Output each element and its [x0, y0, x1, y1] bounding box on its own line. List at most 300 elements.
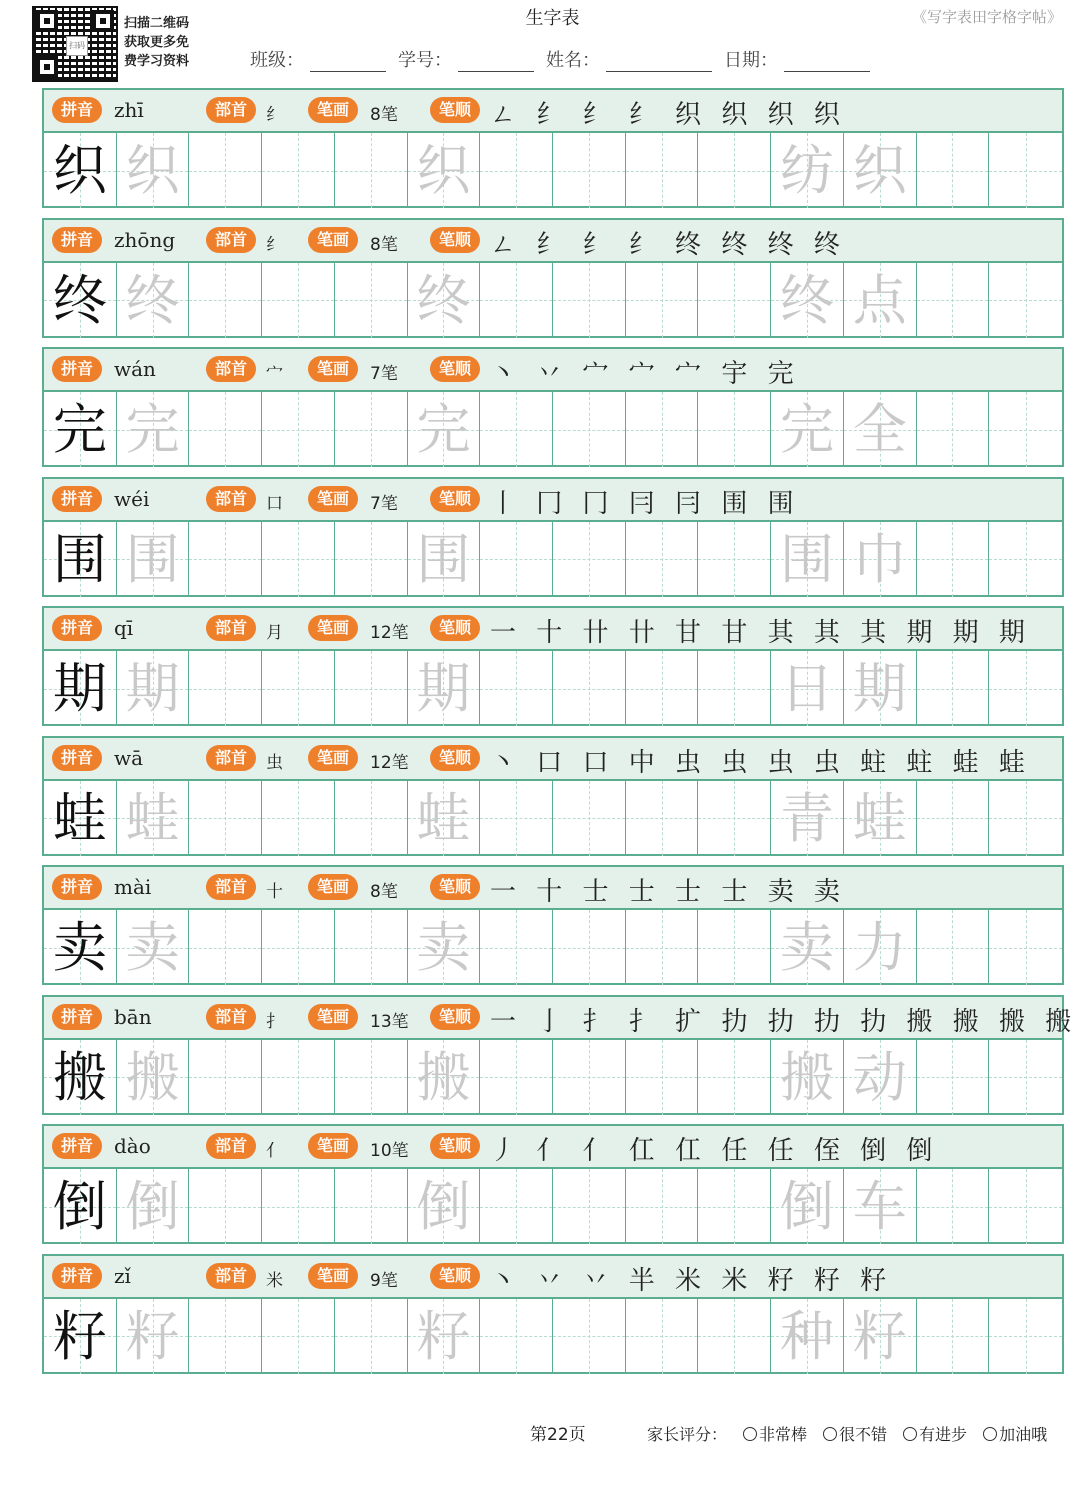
qr-caption-line: 获取更多免	[124, 35, 190, 50]
tian-grid-cell[interactable]	[117, 910, 190, 985]
trace-character: 织	[852, 139, 907, 202]
radical-value: 虫	[266, 752, 283, 773]
tian-grid-cell[interactable]	[917, 1040, 990, 1115]
tian-grid-cell[interactable]	[771, 651, 844, 726]
tian-grid-cell[interactable]	[335, 1040, 408, 1115]
row-header	[44, 738, 1062, 781]
writing-grid	[44, 522, 1062, 597]
model-character: 织	[52, 139, 107, 202]
tian-grid-cell[interactable]	[626, 1299, 699, 1374]
tian-grid-cell[interactable]	[917, 781, 990, 856]
tian-grid-cell[interactable]	[771, 522, 844, 597]
character-row	[42, 736, 1064, 856]
pinyin-tag: 拼音	[52, 356, 102, 382]
pinyin-value: wā	[114, 745, 144, 770]
rating-option-label: 加油哦	[999, 1425, 1048, 1444]
tian-grid-cell[interactable]	[844, 522, 917, 597]
tian-grid-cell[interactable]	[989, 651, 1062, 726]
tian-grid-cell[interactable]	[408, 522, 481, 597]
tian-grid-cell[interactable]	[989, 1299, 1062, 1374]
trace-character: 终	[780, 268, 835, 332]
trace-character: 倒	[125, 1175, 180, 1238]
tian-grid-cell[interactable]	[44, 1169, 117, 1244]
pinyin-tag: 拼音	[52, 227, 102, 253]
writing-grid	[44, 263, 1062, 338]
tian-grid-cell[interactable]	[408, 1040, 481, 1115]
row-header	[44, 997, 1078, 1040]
row-header	[44, 90, 1062, 133]
tian-grid-cell[interactable]	[698, 910, 771, 985]
tian-grid-cell[interactable]	[844, 263, 917, 338]
tian-grid-cell[interactable]	[335, 263, 408, 338]
tian-grid-cell[interactable]	[989, 263, 1062, 338]
row-header	[44, 479, 1062, 522]
tian-grid-cell[interactable]	[335, 781, 408, 856]
trace-character: 卖	[416, 916, 471, 979]
class-field[interactable]	[250, 46, 386, 72]
character-row	[42, 347, 1064, 467]
stroke-count-tag: 笔画	[308, 874, 358, 900]
tian-grid-cell[interactable]	[844, 1040, 917, 1115]
trace-character: 完	[780, 398, 835, 461]
date-label: 日期：	[724, 50, 778, 71]
trace-character: 倒	[416, 1175, 471, 1238]
pinyin-value: wán	[114, 357, 156, 381]
tian-grid-cell[interactable]	[844, 392, 917, 467]
tian-grid-cell[interactable]	[698, 651, 771, 726]
trace-character: 动	[852, 1045, 907, 1109]
tian-grid-cell[interactable]	[117, 1299, 190, 1374]
date-field[interactable]	[724, 46, 870, 72]
tian-grid-cell[interactable]	[44, 651, 117, 726]
tian-grid-cell[interactable]	[117, 1169, 190, 1244]
tian-grid-cell[interactable]	[626, 263, 699, 338]
tian-grid-cell[interactable]	[189, 133, 262, 208]
tian-grid-cell[interactable]	[480, 1299, 553, 1374]
tian-grid-cell[interactable]	[262, 781, 335, 856]
tian-grid-cell[interactable]	[553, 263, 626, 338]
stroke-order-tag: 笔顺	[430, 356, 480, 382]
pinyin-value: zǐ	[114, 1263, 131, 1288]
tian-grid-cell[interactable]	[553, 910, 626, 985]
stroke-count-tag: 笔画	[308, 97, 358, 123]
trace-character: 终	[416, 268, 471, 332]
tian-grid-cell[interactable]	[698, 133, 771, 208]
tian-grid-cell[interactable]	[189, 522, 262, 597]
pinyin-tag: 拼音	[52, 615, 102, 641]
tian-grid-cell[interactable]	[189, 1040, 262, 1115]
parent-rating	[647, 1422, 1047, 1445]
stroke-count-tag: 笔画	[308, 1004, 358, 1030]
trace-character: 完	[416, 398, 471, 461]
tian-grid-cell[interactable]	[626, 392, 699, 467]
stroke-count-tag: 笔画	[308, 356, 358, 382]
tian-grid-cell[interactable]	[698, 1299, 771, 1374]
tian-grid-cell[interactable]	[844, 651, 917, 726]
trace-character: 种	[780, 1304, 835, 1368]
tian-grid-cell[interactable]	[553, 651, 626, 726]
character-row	[42, 477, 1064, 597]
trace-character: 巾	[852, 527, 907, 591]
rating-option[interactable]	[743, 1422, 807, 1445]
tian-grid-cell[interactable]	[335, 651, 408, 726]
character-row	[42, 218, 1064, 338]
tian-grid-cell[interactable]	[480, 1169, 553, 1244]
pinyin-value: wéi	[114, 486, 150, 511]
trace-character: 车	[852, 1175, 907, 1238]
rating-option-label: 很不错	[839, 1425, 888, 1444]
stroke-count-value: 7笔	[370, 364, 398, 384]
stroke-order-value: ㄥ 纟 纟 纟 织 织 织 织	[490, 100, 846, 130]
character-row	[42, 606, 1064, 726]
tian-grid-cell[interactable]	[917, 522, 990, 597]
tian-grid-cell[interactable]	[262, 1040, 335, 1115]
page-title: 生字表	[525, 8, 580, 29]
character-row	[42, 88, 1064, 208]
pinyin-value: mài	[114, 875, 152, 899]
class-label: 班级：	[250, 50, 304, 71]
trace-character: 点	[852, 268, 907, 332]
tian-grid-cell[interactable]	[698, 1169, 771, 1244]
trace-character: 卖	[780, 916, 835, 979]
radical-tag: 部首	[206, 486, 256, 512]
tian-grid-cell[interactable]	[480, 392, 553, 467]
tian-grid-cell[interactable]	[335, 910, 408, 985]
stroke-order-tag: 笔顺	[430, 1004, 480, 1030]
stroke-order-tag: 笔顺	[430, 1263, 480, 1289]
trace-character: 围	[780, 527, 835, 591]
trace-character: 搬	[780, 1045, 835, 1109]
tian-grid-cell[interactable]	[189, 1299, 262, 1374]
tian-grid-cell[interactable]	[771, 263, 844, 338]
tian-grid-cell[interactable]	[771, 781, 844, 856]
row-header	[44, 1126, 1062, 1169]
trace-character: 全	[852, 398, 907, 461]
trace-character: 围	[416, 527, 471, 591]
stroke-order-tag: 笔顺	[430, 486, 480, 512]
pinyin-tag: 拼音	[52, 745, 102, 771]
tian-grid-cell[interactable]	[917, 1299, 990, 1374]
stroke-order-value: 一 十 卄 卄 甘 甘 其 其 其 期 期 期	[490, 618, 1031, 648]
model-character: 搬	[52, 1045, 107, 1109]
radical-value: 十	[266, 882, 283, 902]
pinyin-tag: 拼音	[52, 486, 102, 512]
tian-grid-cell[interactable]	[262, 522, 335, 597]
tian-grid-cell[interactable]	[44, 781, 117, 856]
rating-option[interactable]	[983, 1422, 1047, 1445]
trace-character: 籽	[852, 1304, 907, 1368]
tian-grid-cell[interactable]	[262, 133, 335, 208]
tian-grid-cell[interactable]	[844, 1169, 917, 1244]
tian-grid-cell[interactable]	[553, 522, 626, 597]
qr-caption-line: 扫描二维码	[124, 16, 190, 31]
writing-grid	[44, 1299, 1062, 1374]
radical-tag: 部首	[206, 874, 256, 900]
tian-grid-cell[interactable]	[44, 263, 117, 338]
model-character: 籽	[52, 1304, 107, 1368]
radical-tag: 部首	[206, 1263, 256, 1289]
tian-grid-cell[interactable]	[626, 781, 699, 856]
tian-grid-cell[interactable]	[262, 392, 335, 467]
tian-grid-cell[interactable]	[553, 1299, 626, 1374]
tian-grid-cell[interactable]	[117, 522, 190, 597]
character-row	[42, 1124, 1064, 1244]
tian-grid-cell[interactable]	[553, 392, 626, 467]
stroke-order-value: 一 十 士 士 士 士 卖 卖	[490, 877, 846, 907]
tian-grid-cell[interactable]	[480, 522, 553, 597]
stroke-count-tag: 笔画	[308, 486, 358, 512]
tian-grid-cell[interactable]	[117, 263, 190, 338]
trace-character: 倒	[780, 1175, 835, 1238]
pinyin-value: zhōng	[114, 227, 176, 252]
tian-grid-cell[interactable]	[189, 781, 262, 856]
stroke-order-tag: 笔顺	[430, 97, 480, 123]
tian-grid-cell[interactable]	[189, 392, 262, 467]
student-number-label: 学号：	[398, 50, 452, 71]
tian-grid-cell[interactable]	[553, 1040, 626, 1115]
qr-caption-line: 费学习资料	[124, 54, 190, 69]
tian-grid-cell[interactable]	[917, 263, 990, 338]
tian-grid-cell[interactable]	[44, 522, 117, 597]
radical-tag: 部首	[206, 97, 256, 123]
tian-grid-cell[interactable]	[844, 910, 917, 985]
tian-grid-cell[interactable]	[698, 263, 771, 338]
page-number: 第22页	[530, 1425, 586, 1445]
row-header	[44, 867, 1062, 910]
tian-grid-cell[interactable]	[480, 781, 553, 856]
tian-grid-cell[interactable]	[44, 392, 117, 467]
model-character: 蛙	[52, 786, 107, 850]
rating-label: 家长评分：	[647, 1425, 728, 1444]
tian-grid-cell[interactable]	[189, 651, 262, 726]
radio-circle-icon	[903, 1427, 917, 1441]
stroke-count-tag: 笔画	[308, 1263, 358, 1289]
tian-grid-cell[interactable]	[117, 651, 190, 726]
tian-grid-cell[interactable]	[408, 392, 481, 467]
tian-grid-cell[interactable]	[771, 392, 844, 467]
tian-grid-cell[interactable]	[698, 392, 771, 467]
brand-title: 《写字表田字格字帖》	[911, 8, 1062, 26]
tian-grid-cell[interactable]	[262, 1169, 335, 1244]
row-header	[44, 220, 1062, 263]
tian-grid-cell[interactable]	[480, 133, 553, 208]
tian-grid-cell[interactable]	[189, 263, 262, 338]
tian-grid-cell[interactable]	[771, 1299, 844, 1374]
radical-tag: 部首	[206, 615, 256, 641]
row-header	[44, 608, 1062, 651]
tian-grid-cell[interactable]	[626, 1040, 699, 1115]
stroke-order-value: 一 亅 扌 扌 扩 扐 扐 扐 扐 搬 搬 搬 搬	[490, 1006, 1078, 1037]
tian-grid-cell[interactable]	[480, 263, 553, 338]
tian-grid-cell[interactable]	[408, 651, 481, 726]
radical-value: 亻	[266, 1141, 283, 1161]
tian-grid-cell[interactable]	[408, 910, 481, 985]
tian-grid-cell[interactable]	[408, 1169, 481, 1244]
tian-grid-cell[interactable]	[262, 1299, 335, 1374]
trace-character: 搬	[125, 1045, 180, 1109]
trace-character: 青	[780, 786, 835, 850]
model-character: 倒	[52, 1175, 107, 1238]
tian-grid-cell[interactable]	[480, 651, 553, 726]
radical-tag: 部首	[206, 227, 256, 253]
radio-circle-icon	[743, 1427, 757, 1441]
student-number-field[interactable]	[398, 46, 534, 72]
writing-grid	[44, 1169, 1062, 1244]
stroke-count-value: 13笔	[370, 1011, 409, 1032]
stroke-order-tag: 笔顺	[430, 745, 480, 771]
stroke-order-tag: 笔顺	[430, 874, 480, 900]
writing-grid	[44, 1040, 1062, 1115]
tian-grid-cell[interactable]	[771, 910, 844, 985]
tian-grid-cell[interactable]	[844, 1299, 917, 1374]
pinyin-tag: 拼音	[52, 97, 102, 123]
pinyin-value: bān	[114, 1004, 152, 1029]
tian-grid-cell[interactable]	[189, 910, 262, 985]
stroke-order-value: 丶 丷 宀 宀 宀 宇 完	[490, 359, 800, 389]
tian-grid-cell[interactable]	[408, 133, 481, 208]
radical-value: 扌	[266, 1011, 283, 1032]
tian-grid-cell[interactable]	[262, 263, 335, 338]
tian-grid-cell[interactable]	[408, 781, 481, 856]
rating-option[interactable]	[823, 1422, 887, 1445]
tian-grid-cell[interactable]	[44, 1299, 117, 1374]
tian-grid-cell[interactable]	[262, 651, 335, 726]
trace-character: 蛙	[125, 786, 180, 850]
tian-grid-cell[interactable]	[917, 392, 990, 467]
name-label: 姓名：	[546, 50, 600, 71]
rating-option[interactable]	[903, 1422, 967, 1445]
radical-value: 纟	[266, 234, 283, 255]
tian-grid-cell[interactable]	[553, 133, 626, 208]
tian-grid-cell[interactable]	[989, 910, 1062, 985]
tian-grid-cell[interactable]	[698, 522, 771, 597]
qr-code: 扫码	[32, 6, 118, 82]
tian-grid-cell[interactable]	[335, 133, 408, 208]
pinyin-tag: 拼音	[52, 1004, 102, 1030]
tian-grid-cell[interactable]	[480, 910, 553, 985]
stroke-count-value: 12笔	[370, 752, 409, 773]
stroke-order-value: 丨 冂 冂 冃 冃 围 围	[490, 488, 800, 519]
rating-option-label: 有进步	[919, 1425, 968, 1444]
tian-grid-cell[interactable]	[480, 1040, 553, 1115]
stroke-order-value: 丿 亻 亻 仜 仜 任 任 侄 倒 倒	[490, 1136, 939, 1166]
tian-grid-cell[interactable]	[844, 133, 917, 208]
writing-grid	[44, 781, 1062, 856]
tian-grid-cell[interactable]	[626, 522, 699, 597]
stroke-count-value: 8笔	[370, 105, 398, 125]
tian-grid-cell[interactable]	[989, 1169, 1062, 1244]
tian-grid-cell[interactable]	[626, 133, 699, 208]
stroke-count-value: 8笔	[370, 234, 398, 255]
stroke-count-tag: 笔画	[308, 615, 358, 641]
tian-grid-cell[interactable]	[117, 1040, 190, 1115]
tian-grid-cell[interactable]	[626, 910, 699, 985]
tian-grid-cell[interactable]	[189, 1169, 262, 1244]
pinyin-value: dào	[114, 1134, 151, 1158]
tian-grid-cell[interactable]	[989, 1040, 1062, 1115]
trace-character: 日	[780, 657, 835, 720]
tian-grid-cell[interactable]	[771, 1169, 844, 1244]
tian-grid-cell[interactable]	[698, 1040, 771, 1115]
tian-grid-cell[interactable]	[917, 1169, 990, 1244]
tian-grid-cell[interactable]	[262, 910, 335, 985]
radio-circle-icon	[823, 1427, 837, 1441]
stroke-count-value: 12笔	[370, 623, 409, 643]
tian-grid-cell[interactable]	[698, 781, 771, 856]
tian-grid-cell[interactable]	[335, 1169, 408, 1244]
tian-grid-cell[interactable]	[553, 1169, 626, 1244]
tian-grid-cell[interactable]	[408, 263, 481, 338]
tian-grid-cell[interactable]	[117, 781, 190, 856]
stroke-order-tag: 笔顺	[430, 1133, 480, 1159]
tian-grid-cell[interactable]	[408, 1299, 481, 1374]
stroke-order-value: ㄥ 纟 纟 纟 终 终 终 终	[490, 229, 846, 260]
qr-caption	[124, 14, 204, 71]
tian-grid-cell[interactable]	[44, 133, 117, 208]
trace-character: 籽	[125, 1304, 180, 1368]
character-row	[42, 865, 1064, 985]
radical-value: 口	[266, 493, 283, 514]
rating-option-label: 非常棒	[759, 1425, 808, 1444]
tian-grid-cell[interactable]	[989, 133, 1062, 208]
stroke-order-tag: 笔顺	[430, 227, 480, 253]
tian-grid-cell[interactable]	[917, 133, 990, 208]
tian-grid-cell[interactable]	[44, 910, 117, 985]
trace-character: 期	[125, 657, 180, 720]
writing-grid	[44, 651, 1062, 726]
row-header	[44, 349, 1062, 392]
tian-grid-cell[interactable]	[44, 1040, 117, 1115]
tian-grid-cell[interactable]	[626, 1169, 699, 1244]
tian-grid-cell[interactable]	[917, 910, 990, 985]
tian-grid-cell[interactable]	[989, 781, 1062, 856]
radical-tag: 部首	[206, 1133, 256, 1159]
tian-grid-cell[interactable]	[844, 781, 917, 856]
tian-grid-cell[interactable]	[335, 1299, 408, 1374]
trace-character: 期	[852, 657, 907, 720]
writing-grid	[44, 133, 1062, 208]
tian-grid-cell[interactable]	[117, 392, 190, 467]
trace-character: 蛙	[416, 786, 471, 850]
writing-grid	[44, 392, 1062, 467]
writing-grid	[44, 910, 1062, 985]
tian-grid-cell[interactable]	[335, 392, 408, 467]
pinyin-value: qī	[114, 616, 134, 640]
tian-grid-cell[interactable]	[989, 392, 1062, 467]
stroke-count-tag: 笔画	[308, 227, 358, 253]
trace-character: 终	[125, 268, 180, 332]
tian-grid-cell[interactable]	[917, 651, 990, 726]
tian-grid-cell[interactable]	[771, 1040, 844, 1115]
trace-character: 卖	[125, 916, 180, 979]
tian-grid-cell[interactable]	[626, 651, 699, 726]
tian-grid-cell[interactable]	[117, 133, 190, 208]
tian-grid-cell[interactable]	[989, 522, 1062, 597]
tian-grid-cell[interactable]	[553, 781, 626, 856]
radical-value: 月	[266, 623, 283, 643]
stroke-count-value: 7笔	[370, 493, 398, 514]
name-field[interactable]	[546, 46, 712, 72]
trace-character: 籽	[416, 1304, 471, 1368]
stroke-count-value: 10笔	[370, 1141, 409, 1161]
trace-character: 织	[416, 139, 471, 202]
model-character: 完	[52, 398, 107, 461]
character-row	[42, 1254, 1064, 1374]
tian-grid-cell[interactable]	[335, 522, 408, 597]
stroke-count-tag: 笔画	[308, 745, 358, 771]
tian-grid-cell[interactable]	[771, 133, 844, 208]
trace-character: 搬	[416, 1045, 471, 1109]
